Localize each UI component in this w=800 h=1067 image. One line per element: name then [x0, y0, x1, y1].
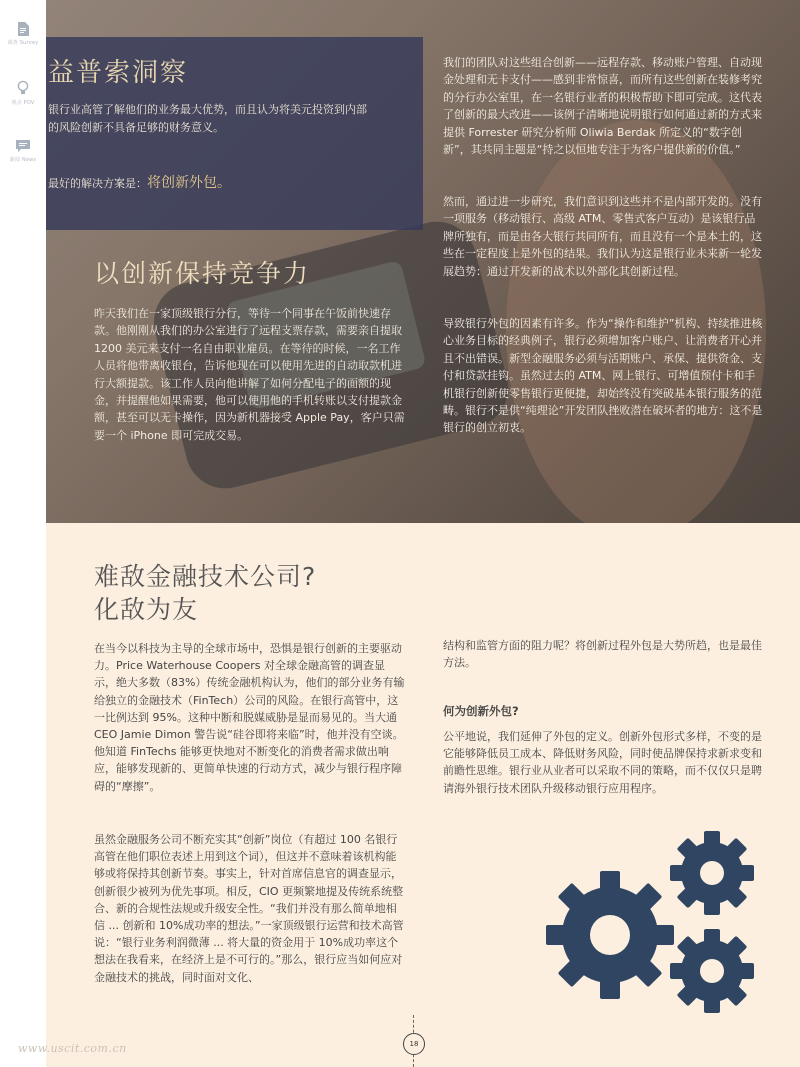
paragraph: 虽然金融服务公司不断充实其“创新”岗位（有超过 100 名银行高管在他们职位表述上用到这个词），但这并不意味着该机构能够或将保持其创新节奏。事实上，针对首席信息官的调查显示，创新很少被列为优先事项。相反，CIO 更频繁地提及传统系统整合、新的合规性法规或升级安全性。“我们并没有那么简单地相信 ... 创新和 10%成功率的想法。”一家顶级银行运营和技术高管说：“银行业务利润微薄 ... 将大量的资金用于 10%成功率这个想法在我看来，在经济上是不可行的。”那么，银行应当如何应对金融技术的挑战，同时面对文化、: [94, 833, 404, 984]
paragraph: 我们的团队对这些组合创新——远程存款、移动账户管理、自动现金处理和无卡支付——感到非常惊喜，而所有这些创新在装修考究的分行办公室里，在一名银行业者的积极帮助下即可完成。这代表了创新的最大改进——该例子清晰地说明银行如何通过新的方式来提供 Forrester 研究分析师 Oliwia Berdak 所定义的“数字创新”，其共同主题是“持之以恒地专注于为客户提供新的价值。”: [443, 56, 762, 157]
heading-line: 化敌为友: [94, 595, 199, 624]
paragraph: 在当今以科技为主导的全球市场中，恐惧是银行创新的主要驱动力。Price Waterhouse Coopers 对全球金融高管的调查显示，绝大多数（83%）传统金融机构认为，他们的部分业务有输给独立的金融技术（FinTech）公司的风险。在银行高管中，这一比例达到 95%。这种中断和脱媒威胁是显而易见的。当大通 CEO Jamie Dimon 警告说“硅谷即将来临”时，他并没有空谈。他知道 FinTechs 能够更快地对不断变化的消费者需求做出响应，能够发现新的、更简单快速的行动方式，减少与银行程序障碍的“摩擦”。: [94, 642, 405, 793]
sidebar-item-label: 调查 Survey: [7, 40, 39, 46]
solution-highlight: 将创新外包。: [147, 175, 231, 191]
document-icon: [17, 22, 29, 36]
sidebar-item-label: 观点 POV: [11, 100, 35, 106]
sidebar-item-survey[interactable]: [0, 22, 46, 46]
page-number: 18: [403, 1033, 425, 1055]
heading-line: 难敌金融技术公司?: [94, 562, 317, 591]
callout-solution: [48, 172, 231, 192]
paragraph: 公平地说，我们延伸了外包的定义。创新外包形式多样，不变的是它能够降低员工成本、降低财务风险，同时使品牌保持求新求变和前瞻性思维。银行业从业者可以采取不同的策略，而不仅仅只是聘请海外银行技术团队升级移动银行应用程序。: [443, 730, 762, 795]
section-heading-fintech: [94, 560, 414, 626]
watermark: www.uscit.com.cn: [18, 1042, 127, 1055]
gear-icon: [670, 929, 754, 1013]
sidebar: [0, 0, 47, 1067]
callout-body: 银行业高管了解他们的业务最大优势，而且认为将美元投资到内部的风险创新不具备足够的财务意义。: [48, 103, 367, 134]
chat-icon: [16, 140, 30, 153]
paragraph: 导致银行外包的因素有许多。作为“操作和维护”机构、持续推进核心业务目标的经典例子，银行必须增加客户账户、让消费者开心并且不出错误。新型金融服务必须与活期账户、承保、提供资金、支付和贷款挂钩。虽然过去的 ATM、网上银行、可增值预付卡和手机银行创新使零售银行更便捷，却始终没有突破基本银行服务的范畴。银行不是供“纯理论”开发团队挫败潜在破坏者的地方：这不是银行的创立初衷。: [443, 317, 763, 435]
paragraph: 然而，通过进一步研究，我们意识到这些并不是内部开发的。没有一项服务（移动银行、高级 ATM、零售式客户互动）是该银行品牌所独有，而是由各大银行共同所有，而且没有一个是本土的，这些在一定程度上是外包的结果。我们认为这是银行业未来新一轮发展趋势：通过开发新的战术以外部化其创新过程。: [443, 195, 762, 278]
subheading: 何为创新外包?: [443, 704, 519, 718]
gear-icon: [546, 871, 674, 999]
sidebar-item-label: 新闻 News: [9, 157, 37, 163]
solution-prefix: 最好的解决方案是：: [48, 177, 147, 190]
gears-illustration: [540, 825, 770, 1015]
section-heading-compete: 以创新保持竞争力: [94, 259, 311, 288]
lightbulb-icon: [17, 80, 29, 96]
gear-icon: [670, 831, 754, 915]
sidebar-item-news[interactable]: [0, 140, 46, 163]
sidebar-item-pov[interactable]: [0, 80, 46, 106]
callout-title: 益普索洞察: [48, 58, 189, 88]
paragraph: 昨天我们在一家顶级银行分行，等待一个同事在午饭前快速存款。他刚刚从我们的办公室进行了远程支票存款，需要亲自提取 1200 美元来支付一名自由职业雇员。在等待的时候，一名工作人员将他带离收银台，告诉他现在可以使用先进的自动取款机进行大额提款。该工作人员向他讲解了如何分配电子的面额的现金，并提醒他如果需要，他可以使用他的手机转账以支付提款金额，甚至可以无卡操作，因为新机器接受 Apple Pay，客户只需要一个 iPhone 即可完成交易。: [94, 307, 405, 442]
paragraph: 结构和监管方面的阻力呢？将创新过程外包是大势所趋，也是最佳方法。: [443, 639, 762, 670]
